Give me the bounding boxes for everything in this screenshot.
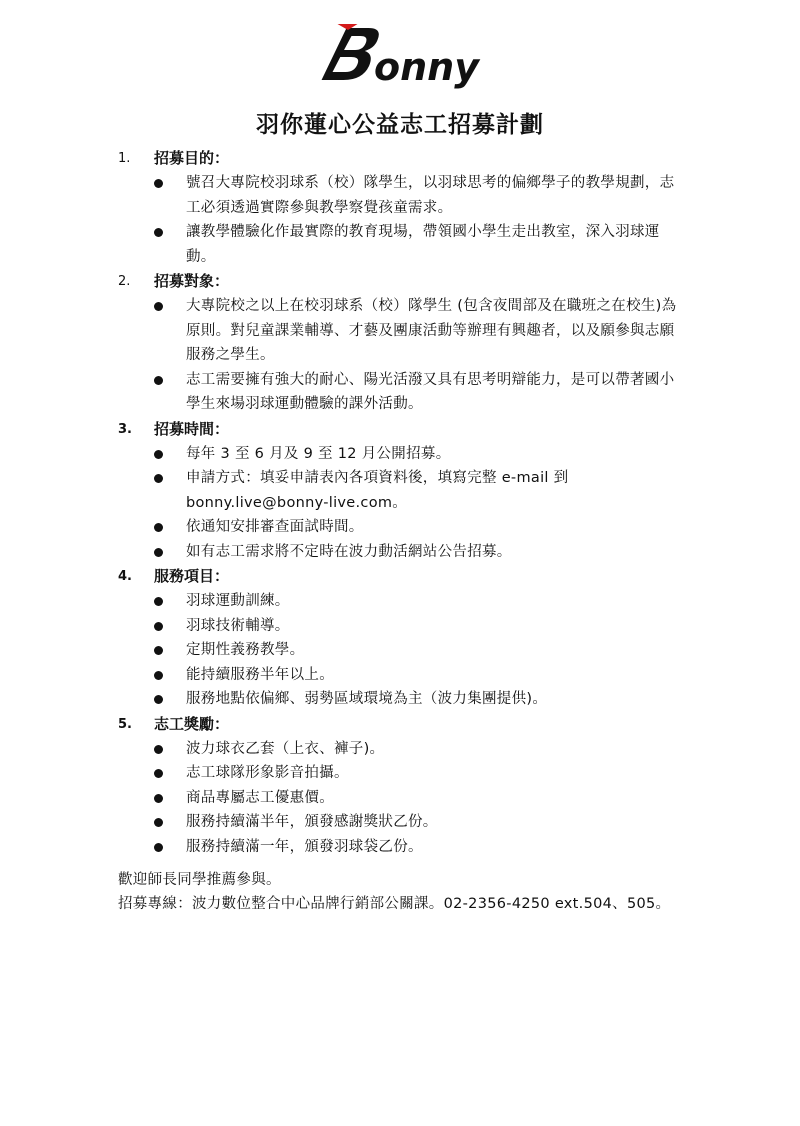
bullet-icon bbox=[154, 794, 163, 803]
bullet-icon bbox=[154, 671, 163, 680]
list-item bbox=[118, 540, 688, 565]
section-services bbox=[118, 564, 688, 712]
list-item bbox=[118, 810, 688, 835]
section-heading bbox=[118, 269, 688, 294]
section-number: 2. bbox=[118, 274, 131, 289]
item-list bbox=[118, 171, 688, 269]
bullet-icon bbox=[154, 179, 163, 188]
bullet-icon bbox=[154, 597, 163, 606]
list-item bbox=[118, 220, 688, 269]
bullet-icon bbox=[154, 474, 163, 483]
list-item bbox=[118, 171, 688, 220]
list-item bbox=[118, 786, 688, 811]
bullet-icon bbox=[154, 646, 163, 655]
list-item bbox=[118, 614, 688, 639]
list-item bbox=[118, 589, 688, 614]
bullet-icon bbox=[154, 548, 163, 557]
section-heading bbox=[118, 564, 688, 589]
list-item bbox=[118, 515, 688, 540]
section-number: 1. bbox=[118, 151, 131, 166]
bullet-icon bbox=[154, 302, 163, 311]
section-purpose bbox=[118, 146, 688, 269]
section-number: 4. bbox=[118, 569, 132, 584]
list-item bbox=[118, 737, 688, 762]
item-text: 羽球技術輔導。 bbox=[186, 617, 290, 634]
item-text: 服務地點依偏鄉、弱勢區域環境為主（波力集團提供)。 bbox=[186, 691, 548, 707]
footer-invitation: 歡迎師長同學推薦參與。 bbox=[118, 872, 281, 888]
list-item bbox=[118, 761, 688, 786]
bullet-icon bbox=[154, 376, 163, 385]
list-item bbox=[118, 294, 688, 368]
item-text: 定期性義務教學。 bbox=[186, 642, 305, 658]
list-item bbox=[118, 466, 688, 515]
footer-contact: 招募專線：波力數位整合中心品牌行銷部公關課。02-2356-4250 ext.504、505。 bbox=[118, 896, 671, 912]
section-number: 3. bbox=[118, 421, 132, 437]
item-text: 服務持續滿一年，頒發羽球袋乙份。 bbox=[186, 838, 423, 855]
list-item bbox=[118, 368, 688, 417]
section-title: 招募對象： bbox=[154, 272, 230, 290]
bullet-icon bbox=[154, 622, 163, 631]
footer bbox=[118, 868, 670, 916]
section-title: 志工獎勵： bbox=[154, 714, 230, 733]
section-title: 招募目的： bbox=[154, 149, 230, 167]
bullet-icon bbox=[154, 769, 163, 778]
item-text: 依通知安排審查面試時間。 bbox=[186, 519, 364, 535]
bonny-logo-mark bbox=[310, 22, 485, 92]
item-text: 能持續服務半年以上。 bbox=[186, 666, 334, 683]
list-item bbox=[118, 687, 688, 712]
item-text: 大專院校之以上在校羽球系（校）隊學生 (包含夜間部及在職班之在校生)為原則。對兒童課業輔導、才藝及團康活動等辦理有興趣者，以及願參與志願服務之學生。 bbox=[186, 298, 677, 363]
item-list bbox=[118, 442, 688, 565]
item-text: 如有志工需求將不定時在波力動活網站公告招募。 bbox=[186, 543, 512, 560]
section-target bbox=[118, 269, 688, 417]
item-text: 羽球運動訓練。 bbox=[186, 593, 290, 609]
bullet-icon bbox=[154, 228, 163, 237]
section-title: 服務項目： bbox=[154, 567, 230, 585]
svg-text:onny: onny bbox=[374, 45, 479, 89]
bullet-icon bbox=[154, 818, 163, 827]
sections bbox=[118, 146, 688, 859]
section-heading bbox=[118, 146, 688, 171]
list-item bbox=[118, 835, 688, 860]
section-schedule bbox=[118, 417, 688, 565]
item-text: 服務持續滿半年，頒發感謝獎狀乙份。 bbox=[186, 814, 438, 830]
section-heading bbox=[118, 417, 688, 442]
page-title: 羽你蓮心公益志工招募計劃 bbox=[256, 112, 544, 138]
item-text: 申請方式：填妥申請表內各項資料後，填寫完整 e-mail 到 bonny.live@bonny-live.com。 bbox=[186, 470, 569, 511]
item-list bbox=[118, 294, 688, 417]
item-text: 每年 3 至 6 月及 9 至 12 月公開招募。 bbox=[186, 445, 451, 462]
item-text: 號召大專院校羽球系（校）隊學生，以羽球思考的偏鄉學子的教學規劃，志工必須透過實際參與教學察覺孩童需求。 bbox=[186, 175, 675, 216]
item-text: 波力球衣乙套（上衣、褲子)。 bbox=[186, 740, 385, 757]
bullet-icon bbox=[154, 843, 163, 852]
list-item bbox=[118, 638, 688, 663]
section-title: 招募時間： bbox=[154, 419, 230, 438]
item-text: 志工球隊形象影音拍攝。 bbox=[186, 765, 349, 781]
item-text: 商品專屬志工優惠價。 bbox=[186, 789, 334, 806]
item-list bbox=[118, 589, 688, 712]
item-list bbox=[118, 737, 688, 860]
bullet-icon bbox=[154, 695, 163, 704]
list-item bbox=[118, 663, 688, 688]
item-text: 讓教學體驗化作最實際的教育現場，帶領國小學生走出教室，深入羽球運動。 bbox=[186, 224, 660, 265]
section-heading bbox=[118, 712, 688, 737]
section-rewards bbox=[118, 712, 688, 860]
bullet-icon bbox=[154, 450, 163, 459]
bullet-icon bbox=[154, 745, 163, 754]
bonny-logo bbox=[310, 22, 485, 92]
section-number: 5. bbox=[118, 716, 132, 732]
item-text: 志工需要擁有強大的耐心、陽光活潑又具有思考明辯能力，是可以帶著國小學生來場羽球運動體驗的課外活動。 bbox=[186, 371, 675, 412]
bullet-icon bbox=[154, 523, 163, 532]
list-item bbox=[118, 442, 688, 467]
